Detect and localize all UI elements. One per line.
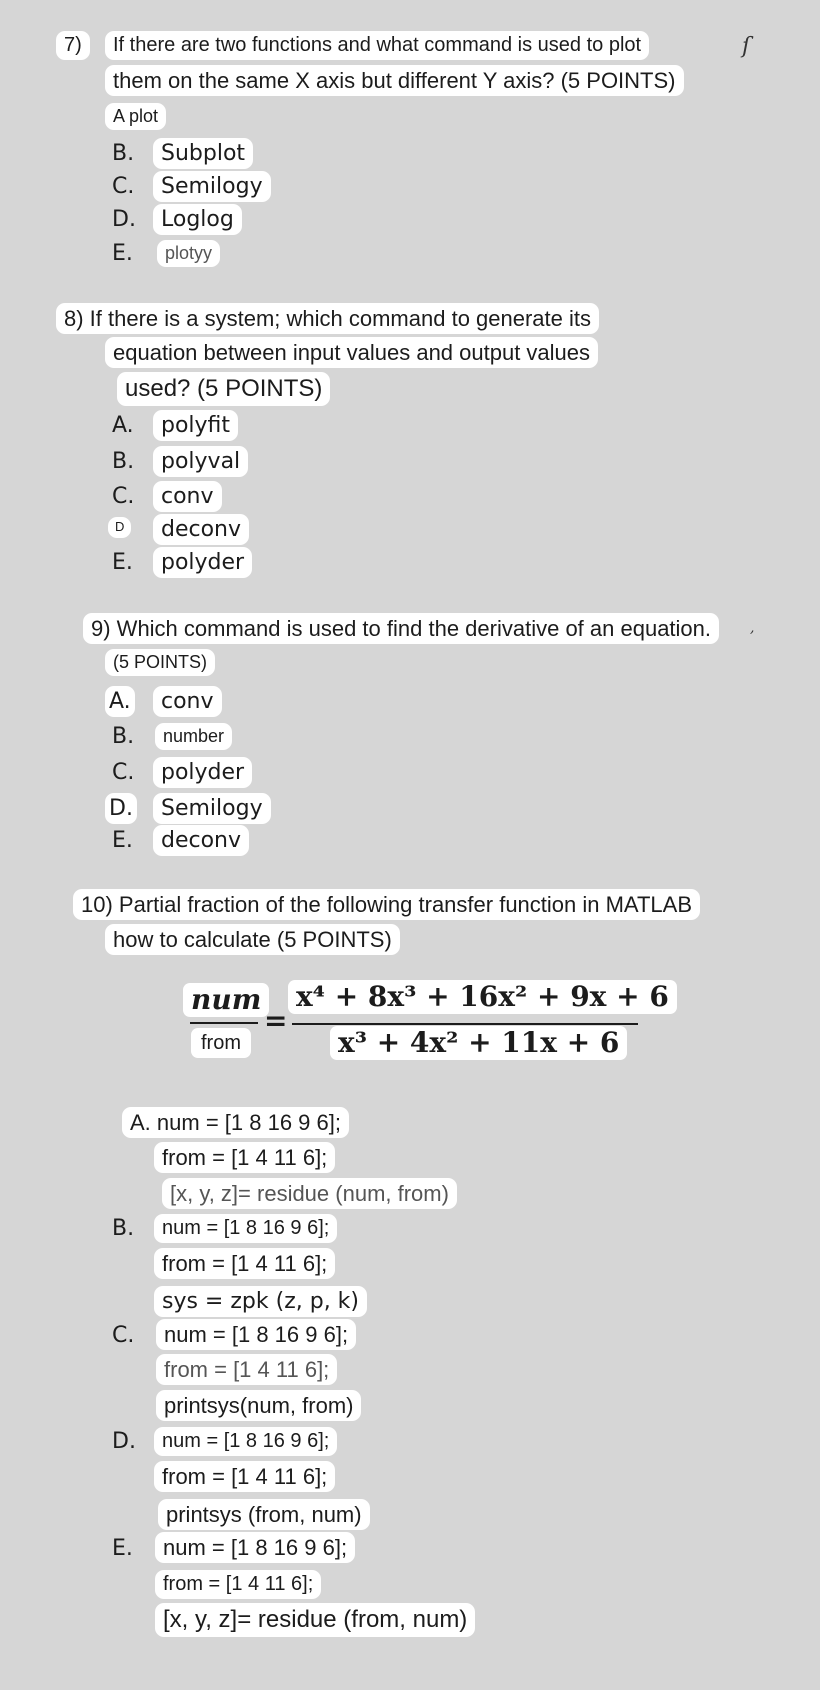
q7-line-2: them on the same X axis but different Y axis? (5 POINTS) (105, 65, 684, 96)
q8-option-b: polyval (153, 446, 248, 477)
q9-option-b-letter: B. (112, 724, 135, 749)
q10-option-e-line-1: num = [1 8 16 9 6]; (155, 1532, 355, 1563)
q9-option-d-letter: D. (105, 793, 137, 824)
q9-option-c: polyder (153, 757, 252, 788)
q7-option-c-letter: C. (112, 174, 135, 199)
q10-option-c-line-3: printsys(num, from) (156, 1390, 361, 1421)
q8-option-e-letter: E. (112, 550, 133, 575)
q7-option-e-letter: E. (112, 241, 133, 266)
q7-option-b: Subplot (153, 138, 253, 169)
q8-line-2: equation between input values and output values (105, 337, 598, 368)
q7-option-b-letter: B. (112, 141, 135, 166)
formula-rhs-denominator: x³ + 4x² + 11x + 6 (330, 1026, 627, 1060)
q8-option-d-letter: D (108, 517, 131, 538)
q10-option-d-line-3: printsys (from, num) (158, 1499, 370, 1530)
q10-option-d-line-2: from = [1 4 11 6]; (154, 1461, 335, 1492)
q7-option-c: Semilogy (153, 171, 271, 202)
q10-option-d-line-1: num = [1 8 16 9 6]; (154, 1427, 337, 1456)
q10-option-c-letter: C. (112, 1323, 135, 1348)
formula-lhs-numerator: num (183, 983, 269, 1017)
q10-option-b-line-1: num = [1 8 16 9 6]; (154, 1214, 337, 1243)
q10-option-b-line-3: sys = zpk (z, p, k) (154, 1286, 367, 1317)
q7-number: 7) (56, 31, 90, 60)
q9-line-2: (5 POINTS) (105, 649, 215, 676)
q9-option-e: deconv (153, 825, 249, 856)
q9-option-d: Semilogy (153, 793, 271, 824)
q9-option-e-letter: E. (112, 828, 133, 853)
formula-lhs-denominator: from (191, 1028, 251, 1058)
q10-line-2: how to calculate (5 POINTS) (105, 924, 400, 955)
stray-mark: ſ (742, 34, 751, 59)
q8-line-3: used? (5 POINTS) (117, 372, 330, 406)
q8-option-c: conv (153, 481, 222, 512)
q8-option-c-letter: C. (112, 484, 135, 509)
stray-mark-2: , (750, 620, 755, 636)
q9-option-b: number (155, 723, 232, 750)
q10-option-c-line-1: num = [1 8 16 9 6]; (156, 1319, 356, 1350)
q8-option-a: polyfit (153, 410, 238, 441)
formula-rhs-fraction-bar (292, 1023, 638, 1025)
q9-option-a-letter: A. (105, 686, 135, 717)
q10-option-a-letter: A. (130, 1110, 151, 1135)
q9-option-a: conv (153, 686, 222, 717)
q8-option-d: deconv (153, 514, 249, 545)
q10-option-a-line-3: [x, y, z]= residue (num, from) (162, 1178, 457, 1209)
q10-option-a-code-1: num = [1 8 16 9 6]; (156, 1110, 341, 1135)
q10-option-b-letter: B. (112, 1216, 135, 1241)
q7-option-d-letter: D. (112, 207, 136, 232)
formula-equals: = (264, 1004, 288, 1037)
q7-option-a: A plot (105, 103, 166, 130)
q8-line-1: 8) If there is a system; which command to generate its (56, 303, 599, 334)
q10-option-e-letter: E. (112, 1536, 133, 1561)
q10-option-a-line-2: from = [1 4 11 6]; (154, 1142, 335, 1173)
q10-option-d-letter: D. (112, 1429, 136, 1454)
q8-option-e: polyder (153, 547, 252, 578)
q10-option-c-line-2: from = [1 4 11 6]; (156, 1354, 337, 1385)
q8-option-a-letter: A. (112, 413, 134, 438)
q10-option-a-line-1 (122, 1107, 349, 1138)
q7-option-d: Loglog (153, 204, 242, 235)
q9-line-1: 9) Which command is used to find the derivative of an equation. (83, 613, 719, 644)
q7-line-1: If there are two functions and what command is used to plot (105, 31, 649, 60)
q10-option-e-line-2: from = [1 4 11 6]; (155, 1570, 321, 1599)
q10-line-1: 10) Partial fraction of the following transfer function in MATLAB (73, 889, 700, 920)
q10-option-e-line-3: [x, y, z]= residue (from, num) (155, 1603, 475, 1637)
q7-option-e: plotyy (157, 240, 220, 267)
formula-rhs-numerator: x⁴ + 8x³ + 16x² + 9x + 6 (288, 980, 677, 1014)
q8-option-b-letter: B. (112, 449, 135, 474)
formula-lhs-fraction-bar (190, 1022, 258, 1024)
q10-option-b-line-2: from = [1 4 11 6]; (154, 1248, 335, 1279)
q9-option-c-letter: C. (112, 760, 135, 785)
